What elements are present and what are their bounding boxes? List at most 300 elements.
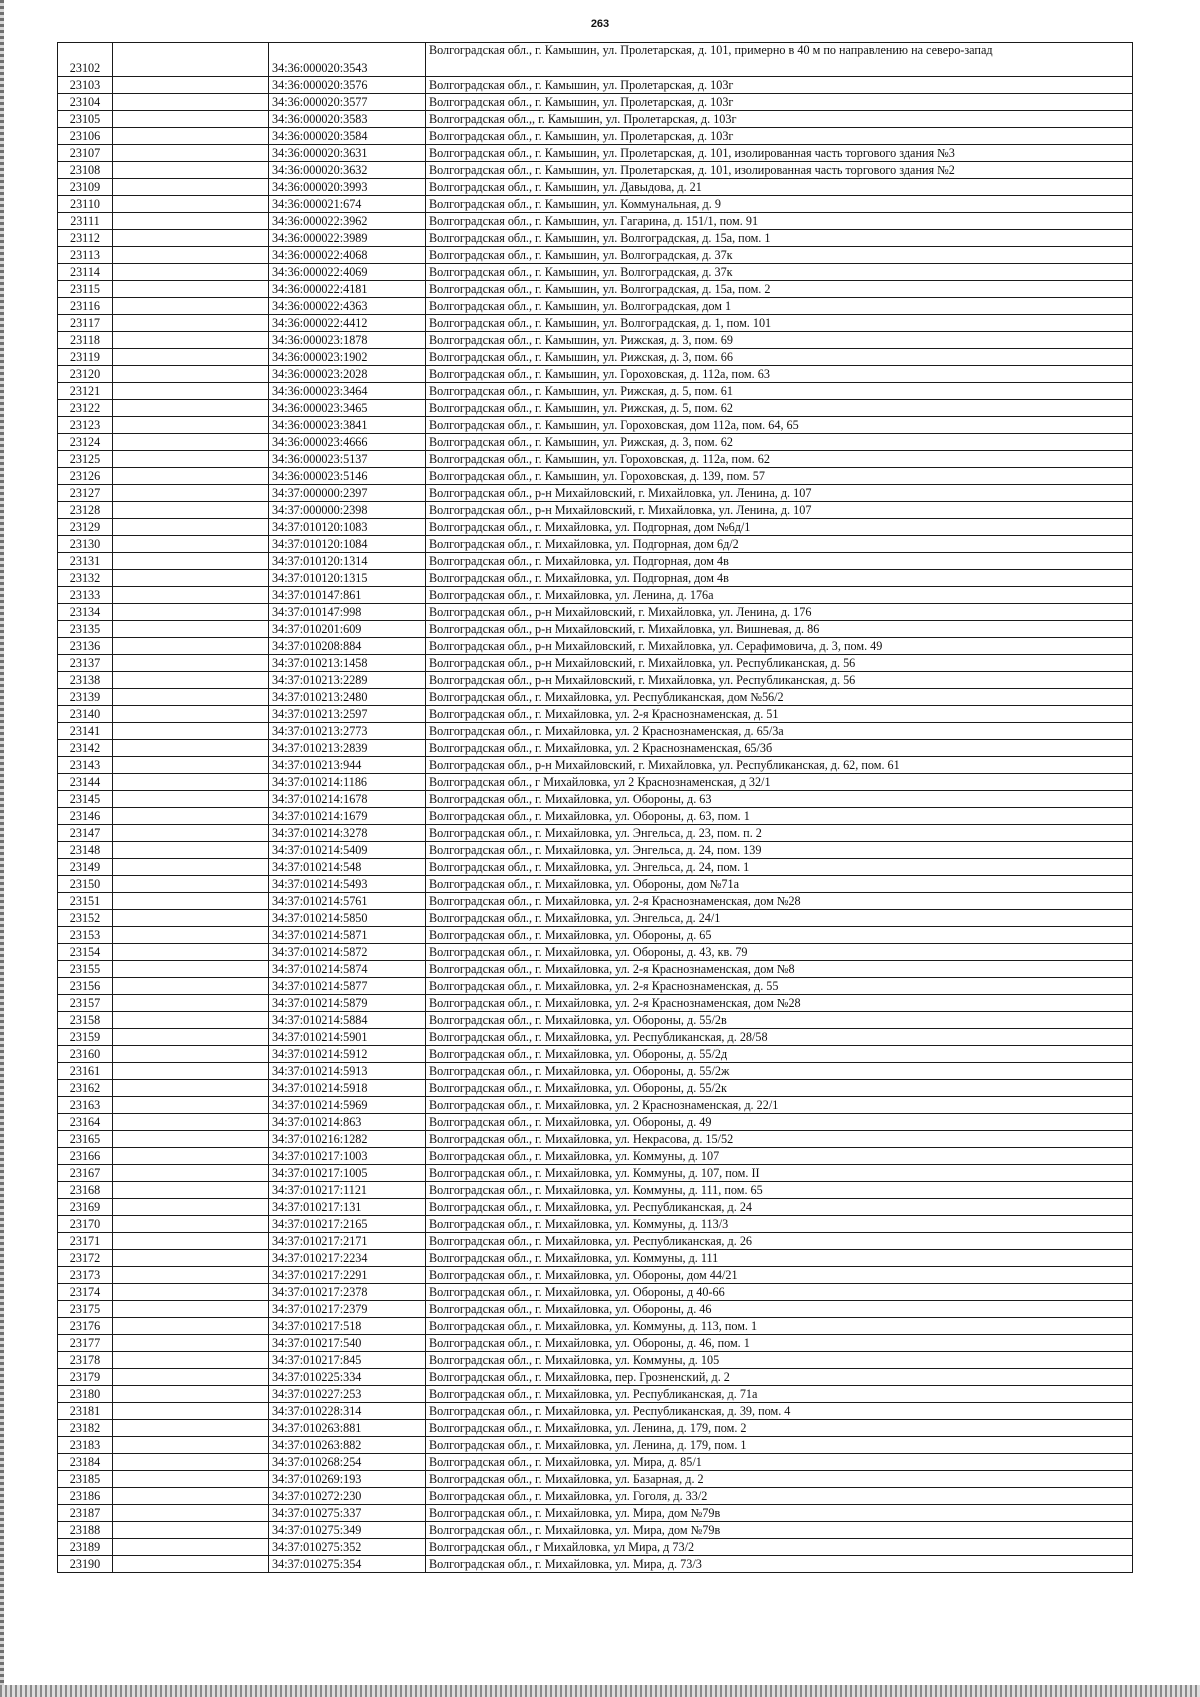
row-number: 23144 — [58, 774, 113, 791]
cadastral-number: 34:36:000022:4412 — [269, 315, 426, 332]
row-number: 23109 — [58, 179, 113, 196]
table-row — [58, 1335, 1133, 1352]
cadastral-number: 34:37:010214:1678 — [269, 791, 426, 808]
table-row — [58, 1301, 1133, 1318]
table-row — [58, 621, 1133, 638]
cadastral-number: 34:36:000022:3989 — [269, 230, 426, 247]
address: Волгоградская обл., г. Михайловка, ул. Ленина, д. 179, пом. 2 — [426, 1420, 1133, 1437]
row-number: 23172 — [58, 1250, 113, 1267]
row-number: 23151 — [58, 893, 113, 910]
cadastral-number: 34:37:010217:131 — [269, 1199, 426, 1216]
address: Волгоградская обл., г. Михайловка, ул. 2-я Краснознаменская, дом №8 — [426, 961, 1133, 978]
address: Волгоградская обл., г. Михайловка, ул. Подгорная, дом 4в — [426, 570, 1133, 587]
registry-table-body — [58, 43, 1133, 1573]
blank-cell — [113, 655, 269, 672]
row-number: 23147 — [58, 825, 113, 842]
blank-cell — [113, 77, 269, 94]
table-row — [58, 587, 1133, 604]
table-row — [58, 859, 1133, 876]
address: Волгоградская обл., г. Камышин, ул. Волгоградская, д. 37к — [426, 264, 1133, 281]
cadastral-number: 34:37:010217:2165 — [269, 1216, 426, 1233]
row-number: 23143 — [58, 757, 113, 774]
cadastral-number: 34:37:010268:254 — [269, 1454, 426, 1471]
table-row — [58, 417, 1133, 434]
table-row — [58, 43, 1133, 77]
scan-bottom-edge — [0, 1685, 1200, 1697]
row-number: 23121 — [58, 383, 113, 400]
address: Волгоградская обл., г. Михайловка, ул. Ленина, д. 179, пом. 1 — [426, 1437, 1133, 1454]
registry-table — [57, 42, 1133, 1573]
table-row — [58, 893, 1133, 910]
row-number: 23122 — [58, 400, 113, 417]
cadastral-number: 34:37:010214:5913 — [269, 1063, 426, 1080]
table-row — [58, 876, 1133, 893]
row-number: 23113 — [58, 247, 113, 264]
blank-cell — [113, 706, 269, 723]
table-row — [58, 1233, 1133, 1250]
blank-cell — [113, 264, 269, 281]
blank-cell — [113, 111, 269, 128]
table-row — [58, 94, 1133, 111]
row-number: 23190 — [58, 1556, 113, 1573]
row-number: 23123 — [58, 417, 113, 434]
table-row — [58, 1148, 1133, 1165]
row-number: 23148 — [58, 842, 113, 859]
address: Волгоградская обл., г. Михайловка, ул. Коммуны, д. 111, пом. 65 — [426, 1182, 1133, 1199]
row-number: 23156 — [58, 978, 113, 995]
address: Волгоградская обл., г. Камышин, ул. Коммунальная, д. 9 — [426, 196, 1133, 213]
address: Волгоградская обл., г. Камышин, ул. Волгоградская, д. 37к — [426, 247, 1133, 264]
row-number: 23130 — [58, 536, 113, 553]
table-row — [58, 128, 1133, 145]
blank-cell — [113, 1063, 269, 1080]
row-number: 23154 — [58, 944, 113, 961]
address: Волгоградская обл., г. Михайловка, ул. Республиканская, д. 71а — [426, 1386, 1133, 1403]
row-number: 23105 — [58, 111, 113, 128]
address: Волгоградская обл., г. Михайловка, ул. Подгорная, дом 6д/2 — [426, 536, 1133, 553]
cadastral-number: 34:37:010217:1005 — [269, 1165, 426, 1182]
row-number: 23168 — [58, 1182, 113, 1199]
address: Волгоградская обл., г. Михайловка, ул. 2-я Краснознаменская, дом №28 — [426, 995, 1133, 1012]
row-number: 23185 — [58, 1471, 113, 1488]
blank-cell — [113, 587, 269, 604]
row-number: 23127 — [58, 485, 113, 502]
table-row — [58, 1216, 1133, 1233]
blank-cell — [113, 536, 269, 553]
page-number: 263 — [590, 18, 610, 30]
table-row — [58, 740, 1133, 757]
cadastral-number: 34:36:000022:4069 — [269, 264, 426, 281]
blank-cell — [113, 1556, 269, 1573]
cadastral-number: 34:37:010217:518 — [269, 1318, 426, 1335]
row-number: 23167 — [58, 1165, 113, 1182]
table-row — [58, 1488, 1133, 1505]
row-number: 23184 — [58, 1454, 113, 1471]
address: Волгоградская обл., г. Камышин, ул. Волгоградская, дом 1 — [426, 298, 1133, 315]
row-number: 23115 — [58, 281, 113, 298]
address: Волгоградская обл., г. Камышин, ул. Рижская, д. 3, пом. 66 — [426, 349, 1133, 366]
row-number: 23152 — [58, 910, 113, 927]
cadastral-number: 34:37:010214:5912 — [269, 1046, 426, 1063]
cadastral-number: 34:37:010214:1679 — [269, 808, 426, 825]
address: Волгоградская обл., г. Михайловка, ул. Обороны, д. 49 — [426, 1114, 1133, 1131]
address: Волгоградская обл., г. Михайловка, ул. 2 Краснознаменская, д. 22/1 — [426, 1097, 1133, 1114]
table-row — [58, 927, 1133, 944]
row-number: 23164 — [58, 1114, 113, 1131]
address: Волгоградская обл., г. Михайловка, ул. Энгельса, д. 23, пом. п. 2 — [426, 825, 1133, 842]
address: Волгоградская обл., г. Михайловка, ул. Некрасова, д. 15/52 — [426, 1131, 1133, 1148]
address: Волгоградская обл., г. Михайловка, ул. 2 Краснознаменская, 65/3б — [426, 740, 1133, 757]
blank-cell — [113, 910, 269, 927]
row-number: 23183 — [58, 1437, 113, 1454]
address: Волгоградская обл., г. Михайловка, ул. 2-я Краснознаменская, дом №28 — [426, 893, 1133, 910]
blank-cell — [113, 1522, 269, 1539]
table-row — [58, 264, 1133, 281]
cadastral-number: 34:37:010147:861 — [269, 587, 426, 604]
cadastral-number: 34:36:000020:3577 — [269, 94, 426, 111]
row-number: 23140 — [58, 706, 113, 723]
table-row — [58, 655, 1133, 672]
scan-left-edge — [0, 0, 4, 1697]
blank-cell — [113, 1301, 269, 1318]
table-row — [58, 298, 1133, 315]
blank-cell — [113, 1284, 269, 1301]
blank-cell — [113, 1352, 269, 1369]
table-row — [58, 842, 1133, 859]
blank-cell — [113, 213, 269, 230]
blank-cell — [113, 842, 269, 859]
table-row — [58, 1539, 1133, 1556]
row-number: 23145 — [58, 791, 113, 808]
table-row — [58, 519, 1133, 536]
blank-cell — [113, 400, 269, 417]
address: Волгоградская обл., г. Камышин, ул. Гороховская, д. 112а, пом. 63 — [426, 366, 1133, 383]
address: Волгоградская обл., г. Михайловка, ул. Коммуны, д. 113, пом. 1 — [426, 1318, 1133, 1335]
address: Волгоградская обл., г. Камышин, ул. Пролетарская, д. 101, изолированная часть торгового здания №2 — [426, 162, 1133, 179]
table-row — [58, 1182, 1133, 1199]
row-number: 23179 — [58, 1369, 113, 1386]
cadastral-number: 34:37:010225:334 — [269, 1369, 426, 1386]
table-row — [58, 1386, 1133, 1403]
blank-cell — [113, 1403, 269, 1420]
row-number: 23159 — [58, 1029, 113, 1046]
address: Волгоградская обл., г. Михайловка, ул. Обороны, д. 63, пом. 1 — [426, 808, 1133, 825]
row-number: 23176 — [58, 1318, 113, 1335]
address: Волгоградская обл., г. Михайловка, ул. Обороны, д. 55/2к — [426, 1080, 1133, 1097]
blank-cell — [113, 281, 269, 298]
cadastral-number: 34:37:010214:5877 — [269, 978, 426, 995]
blank-cell — [113, 434, 269, 451]
table-row — [58, 332, 1133, 349]
row-number: 23128 — [58, 502, 113, 519]
cadastral-number: 34:37:010263:881 — [269, 1420, 426, 1437]
blank-cell — [113, 1165, 269, 1182]
address: Волгоградская обл., г. Михайловка, ул. 2-я Краснознаменская, д. 55 — [426, 978, 1133, 995]
row-number: 23180 — [58, 1386, 113, 1403]
table-row — [58, 961, 1133, 978]
table-row — [58, 808, 1133, 825]
row-number: 23114 — [58, 264, 113, 281]
table-row — [58, 451, 1133, 468]
table-row — [58, 995, 1133, 1012]
address: Волгоградская обл., р-н Михайловский, г. Михайловка, ул. Республиканская, д. 56 — [426, 655, 1133, 672]
row-number: 23110 — [58, 196, 113, 213]
blank-cell — [113, 740, 269, 757]
cadastral-number: 34:37:010213:2480 — [269, 689, 426, 706]
row-number: 23134 — [58, 604, 113, 621]
address: Волгоградская обл., г. Камышин, ул. Пролетарская, д. 103г — [426, 77, 1133, 94]
row-number: 23118 — [58, 332, 113, 349]
cadastral-number: 34:37:010214:1186 — [269, 774, 426, 791]
cadastral-number: 34:37:010217:2171 — [269, 1233, 426, 1250]
cadastral-number: 34:37:010213:2839 — [269, 740, 426, 757]
cadastral-number: 34:37:010214:5918 — [269, 1080, 426, 1097]
row-number: 23111 — [58, 213, 113, 230]
table-row — [58, 723, 1133, 740]
cadastral-number: 34:36:000023:3841 — [269, 417, 426, 434]
row-number: 23178 — [58, 1352, 113, 1369]
row-number: 23150 — [58, 876, 113, 893]
row-number: 23102 — [58, 43, 113, 77]
table-row — [58, 570, 1133, 587]
address: Волгоградская обл., г. Михайловка, ул. Обороны, д. 65 — [426, 927, 1133, 944]
row-number: 23174 — [58, 1284, 113, 1301]
table-row — [58, 145, 1133, 162]
row-number: 23186 — [58, 1488, 113, 1505]
cadastral-number: 34:37:000000:2397 — [269, 485, 426, 502]
cadastral-number: 34:36:000023:2028 — [269, 366, 426, 383]
row-number: 23108 — [58, 162, 113, 179]
blank-cell — [113, 1216, 269, 1233]
table-row — [58, 1250, 1133, 1267]
cadastral-number: 34:36:000023:5137 — [269, 451, 426, 468]
address: Волгоградская обл., г. Камышин, ул. Гагарина, д. 151/1, пом. 91 — [426, 213, 1133, 230]
blank-cell — [113, 1250, 269, 1267]
cadastral-number: 34:37:010227:253 — [269, 1386, 426, 1403]
blank-cell — [113, 247, 269, 264]
cadastral-number: 34:37:010201:609 — [269, 621, 426, 638]
row-number: 23138 — [58, 672, 113, 689]
cadastral-number: 34:37:010275:349 — [269, 1522, 426, 1539]
row-number: 23132 — [58, 570, 113, 587]
table-row — [58, 1199, 1133, 1216]
blank-cell — [113, 1182, 269, 1199]
blank-cell — [113, 1386, 269, 1403]
blank-cell — [113, 1437, 269, 1454]
table-row — [58, 1131, 1133, 1148]
cadastral-number: 34:37:010217:1121 — [269, 1182, 426, 1199]
address: Волгоградская обл.,, г. Камышин, ул. Пролетарская, д. 103г — [426, 111, 1133, 128]
table-row — [58, 315, 1133, 332]
address: Волгоградская обл., г. Михайловка, ул. 2 Краснознаменская, д. 65/3а — [426, 723, 1133, 740]
blank-cell — [113, 1454, 269, 1471]
blank-cell — [113, 179, 269, 196]
blank-cell — [113, 1131, 269, 1148]
blank-cell — [113, 1114, 269, 1131]
address: Волгоградская обл., г. Камышин, ул. Пролетарская, д. 101, примерно в 40 м по направлению на северо-запад — [426, 43, 1133, 77]
address: Волгоградская обл., г. Михайловка, ул. Мира, д. 85/1 — [426, 1454, 1133, 1471]
cadastral-number: 34:37:010214:3278 — [269, 825, 426, 842]
table-row — [58, 1352, 1133, 1369]
blank-cell — [113, 162, 269, 179]
row-number: 23177 — [58, 1335, 113, 1352]
blank-cell — [113, 859, 269, 876]
address: Волгоградская обл., г. Михайловка, ул. Республиканская, д. 24 — [426, 1199, 1133, 1216]
table-row — [58, 111, 1133, 128]
cadastral-number: 34:37:010208:884 — [269, 638, 426, 655]
row-number: 23136 — [58, 638, 113, 655]
cadastral-number: 34:36:000020:3583 — [269, 111, 426, 128]
blank-cell — [113, 451, 269, 468]
table-row — [58, 247, 1133, 264]
blank-cell — [113, 961, 269, 978]
row-number: 23133 — [58, 587, 113, 604]
blank-cell — [113, 1505, 269, 1522]
address: Волгоградская обл., г. Михайловка, ул. Энгельса, д. 24, пом. 139 — [426, 842, 1133, 859]
row-number: 23188 — [58, 1522, 113, 1539]
blank-cell — [113, 774, 269, 791]
table-row — [58, 196, 1133, 213]
table-row — [58, 536, 1133, 553]
cadastral-number: 34:37:010217:2378 — [269, 1284, 426, 1301]
table-row — [58, 400, 1133, 417]
address: Волгоградская обл., г. Камышин, ул. Волгоградская, д. 15а, пом. 2 — [426, 281, 1133, 298]
cadastral-number: 34:37:010214:5409 — [269, 842, 426, 859]
table-row — [58, 689, 1133, 706]
blank-cell — [113, 1029, 269, 1046]
table-row — [58, 468, 1133, 485]
row-number: 23173 — [58, 1267, 113, 1284]
cadastral-number: 34:37:000000:2398 — [269, 502, 426, 519]
cadastral-number: 34:36:000023:3464 — [269, 383, 426, 400]
table-row — [58, 604, 1133, 621]
table-row — [58, 978, 1133, 995]
address: Волгоградская обл., р-н Михайловский, г. Михайловка, ул. Вишневая, д. 86 — [426, 621, 1133, 638]
row-number: 23153 — [58, 927, 113, 944]
address: Волгоградская обл., г. Михайловка, ул. Республиканская, д. 28/58 — [426, 1029, 1133, 1046]
row-number: 23117 — [58, 315, 113, 332]
row-number: 23116 — [58, 298, 113, 315]
address: Волгоградская обл., г. Михайловка, ул. Ленина, д. 176а — [426, 587, 1133, 604]
table-row — [58, 1505, 1133, 1522]
table-row — [58, 706, 1133, 723]
table-row — [58, 1437, 1133, 1454]
address: Волгоградская обл., р-н Михайловский, г. Михайловка, ул. Ленина, д. 107 — [426, 485, 1133, 502]
blank-cell — [113, 1369, 269, 1386]
blank-cell — [113, 485, 269, 502]
table-row — [58, 1029, 1133, 1046]
address: Волгоградская обл., г. Камышин, ул. Давыдова, д. 21 — [426, 179, 1133, 196]
row-number: 23157 — [58, 995, 113, 1012]
table-row — [58, 1097, 1133, 1114]
address: Волгоградская обл., г. Камышин, ул. Пролетарская, д. 103г — [426, 128, 1133, 145]
blank-cell — [113, 723, 269, 740]
row-number: 23158 — [58, 1012, 113, 1029]
blank-cell — [113, 417, 269, 434]
cadastral-number: 34:36:000020:3993 — [269, 179, 426, 196]
table-row — [58, 1012, 1133, 1029]
cadastral-number: 34:36:000020:3576 — [269, 77, 426, 94]
address: Волгоградская обл., р-н Михайловский, г. Михайловка, ул. Ленина, д. 176 — [426, 604, 1133, 621]
blank-cell — [113, 1318, 269, 1335]
blank-cell — [113, 553, 269, 570]
blank-cell — [113, 1335, 269, 1352]
blank-cell — [113, 1267, 269, 1284]
row-number: 23189 — [58, 1539, 113, 1556]
blank-cell — [113, 638, 269, 655]
cadastral-number: 34:37:010120:1314 — [269, 553, 426, 570]
address: Волгоградская обл., г. Камышин, ул. Волгоградская, д. 1, пом. 101 — [426, 315, 1133, 332]
table-row — [58, 1063, 1133, 1080]
address: Волгоградская обл., г. Камышин, ул. Гороховская, д. 139, пом. 57 — [426, 468, 1133, 485]
table-row — [58, 910, 1133, 927]
row-number: 23163 — [58, 1097, 113, 1114]
cadastral-number: 34:36:000021:674 — [269, 196, 426, 213]
address: Волгоградская обл., г. Михайловка, ул. Обороны, д 40-66 — [426, 1284, 1133, 1301]
table-row — [58, 383, 1133, 400]
table-row — [58, 774, 1133, 791]
cadastral-number: 34:37:010120:1084 — [269, 536, 426, 553]
cadastral-number: 34:37:010214:5874 — [269, 961, 426, 978]
blank-cell — [113, 332, 269, 349]
row-number: 23171 — [58, 1233, 113, 1250]
cadastral-number: 34:36:000023:3465 — [269, 400, 426, 417]
row-number: 23112 — [58, 230, 113, 247]
blank-cell — [113, 1080, 269, 1097]
blank-cell — [113, 196, 269, 213]
cadastral-number: 34:36:000020:3584 — [269, 128, 426, 145]
cadastral-number: 34:37:010214:5761 — [269, 893, 426, 910]
table-row — [58, 638, 1133, 655]
blank-cell — [113, 1046, 269, 1063]
row-number: 23155 — [58, 961, 113, 978]
cadastral-number: 34:37:010213:2773 — [269, 723, 426, 740]
address: Волгоградская обл., г. Михайловка, ул. Республиканская, дом №56/2 — [426, 689, 1133, 706]
blank-cell — [113, 876, 269, 893]
cadastral-number: 34:36:000023:4666 — [269, 434, 426, 451]
cadastral-number: 34:37:010213:1458 — [269, 655, 426, 672]
address: Волгоградская обл., г. Михайловка, ул. Энгельса, д. 24/1 — [426, 910, 1133, 927]
cadastral-number: 34:37:010213:2289 — [269, 672, 426, 689]
address: Волгоградская обл., г. Михайловка, ул. Подгорная, дом №6д/1 — [426, 519, 1133, 536]
address: Волгоградская обл., г. Камышин, ул. Рижская, д. 5, пом. 62 — [426, 400, 1133, 417]
table-row — [58, 757, 1133, 774]
address: Волгоградская обл., р-н Михайловский, г. Михайловка, ул. Серафимовича, д. 3, пом. 49 — [426, 638, 1133, 655]
table-row — [58, 1454, 1133, 1471]
cadastral-number: 34:36:000023:1878 — [269, 332, 426, 349]
address: Волгоградская обл., г. Михайловка, ул. Обороны, д. 55/2ж — [426, 1063, 1133, 1080]
row-number: 23106 — [58, 128, 113, 145]
blank-cell — [113, 298, 269, 315]
blank-cell — [113, 672, 269, 689]
blank-cell — [113, 1148, 269, 1165]
row-number: 23170 — [58, 1216, 113, 1233]
blank-cell — [113, 1488, 269, 1505]
address: Волгоградская обл., р-н Михайловский, г. Михайловка, ул. Республиканская, д. 56 — [426, 672, 1133, 689]
blank-cell — [113, 502, 269, 519]
address: Волгоградская обл., г. Михайловка, ул. Коммуны, д. 105 — [426, 1352, 1133, 1369]
table-row — [58, 1471, 1133, 1488]
address: Волгоградская обл., р-н Михайловский, г. Михайловка, ул. Республиканская, д. 62, пом. 61 — [426, 757, 1133, 774]
row-number: 23161 — [58, 1063, 113, 1080]
cadastral-number: 34:36:000020:3632 — [269, 162, 426, 179]
blank-cell — [113, 570, 269, 587]
blank-cell — [113, 315, 269, 332]
blank-cell — [113, 128, 269, 145]
address: Волгоградская обл., г. Камышин, ул. Гороховская, д. 112а, пом. 62 — [426, 451, 1133, 468]
row-number: 23187 — [58, 1505, 113, 1522]
table-row — [58, 366, 1133, 383]
